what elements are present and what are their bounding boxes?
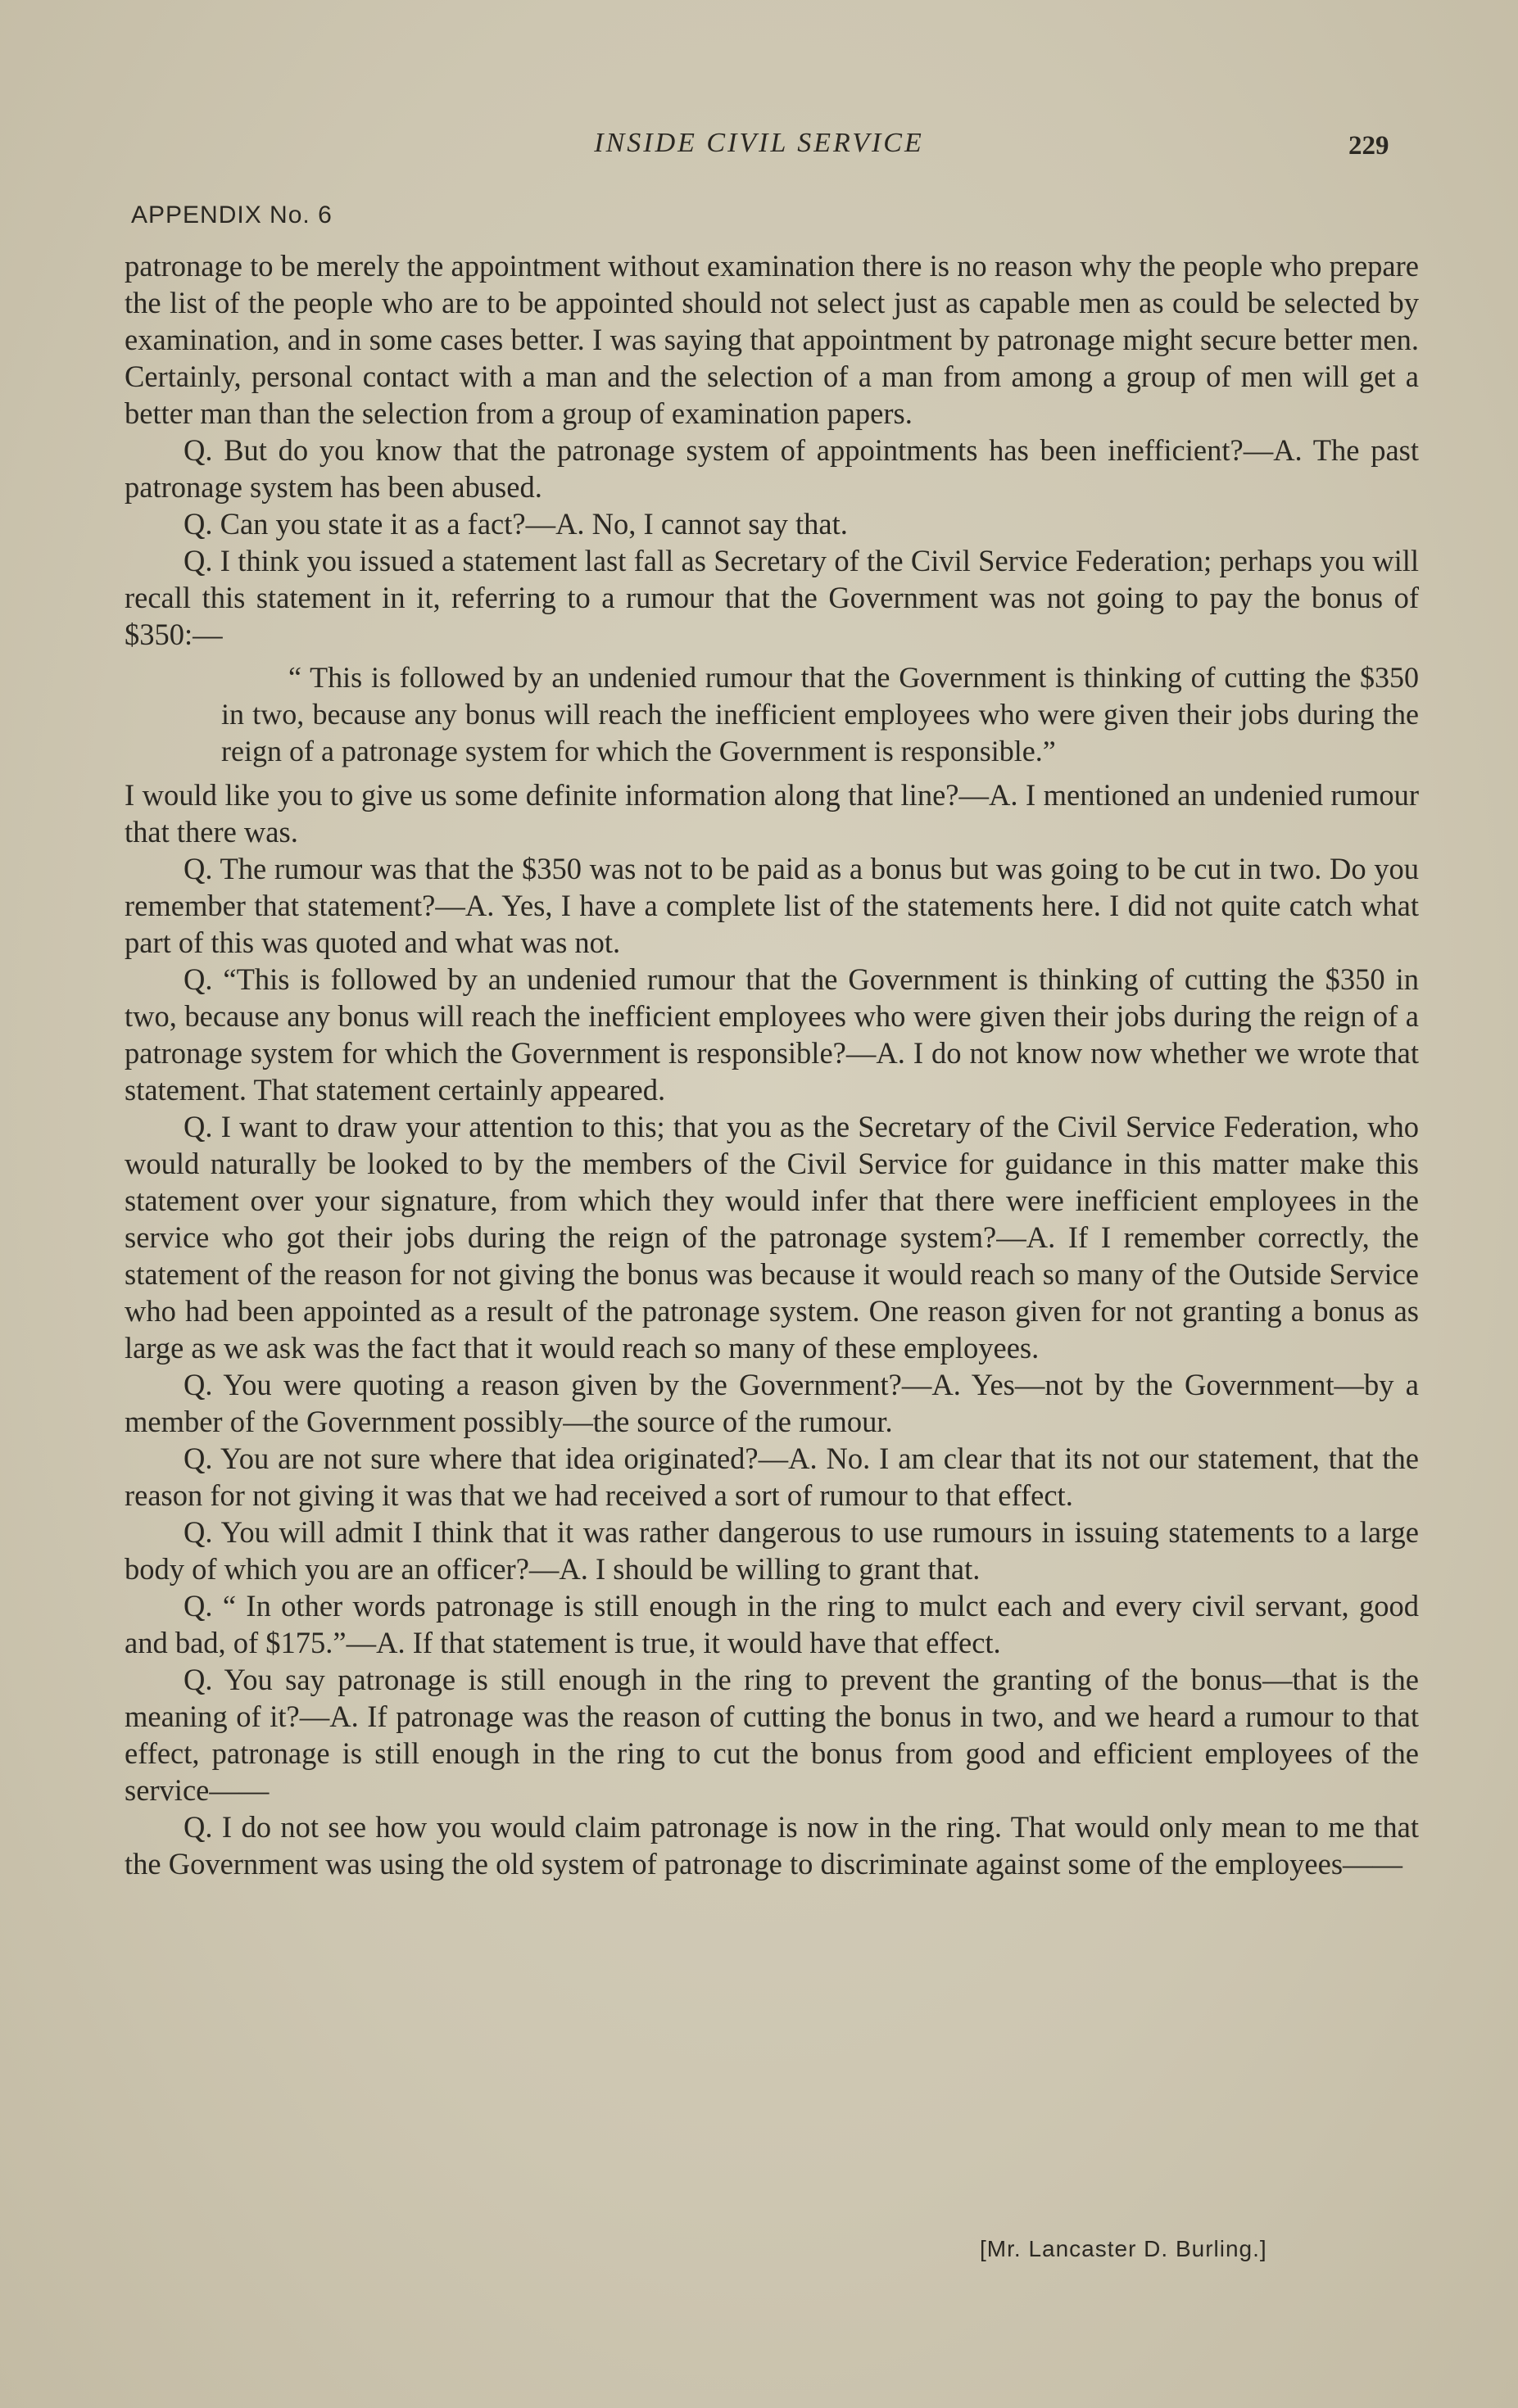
paragraph: Q. I want to draw your attention to this; that you as the Secretary of the Civil Service Federation, who would naturally be looked to by the members of the Civil Service for guidance in this matter make this statement over your signature, from which they would infer that there were inefficient employees in the service who got their jobs during the reign of the patronage system?—A. If I remember correctly, the statement of the reason for not giving the bonus was because it would reach so many of the Outside Service who had been appointed as a result of the patronage system. One reason given for not granting a bonus as large as we ask was the fact that it would reach so many of these employees.: [125, 1110, 1419, 1365]
paragraph: Q. The rumour was that the $350 was not to be paid as a bonus but was going to be cut in two. Do you remember that statement?—A. Yes, I have a complete list of the statements here. I did not quite catch what part of this was quoted and what was not.: [125, 852, 1419, 959]
paragraph: Q. Can you state it as a fact?—A. No, I cannot say that.: [184, 507, 848, 541]
paragraph: Q. But do you know that the patronage system of appointments has been inefficient?—A. The past patronage system has been abused.: [125, 433, 1419, 504]
paragraph: Q. I do not see how you would claim patronage is now in the ring. That would only mean to me that the Government was using the old system of patronage to discriminate against some of the employees——: [125, 1810, 1419, 1881]
paragraph: Q. “ In other words patronage is still enough in the ring to mulct each and every civil servant, good and bad, of $175.”—A. If that statement is true, it would have that effect.: [125, 1589, 1419, 1659]
page-number: 229: [1348, 131, 1389, 161]
paragraph: Q. You were quoting a reason given by the Government?—A. Yes—not by the Government—by a member of the Government possibly—the source of the rumour.: [125, 1368, 1419, 1438]
paragraph: Q. You will admit I think that it was rather dangerous to use rumours in issuing statements to a large body of which you are an officer?—A. I should be willing to grant that.: [125, 1515, 1419, 1586]
speaker-signature: [Mr. Lancaster D. Burling.]: [980, 2236, 1267, 2261]
paragraph: Q. I think you issued a statement last fall as Secretary of the Civil Service Federation; perhaps you will recall this statement in it, referring to a rumour that the Government was not going to pay the bonus of $350:—: [125, 544, 1419, 651]
paragraph: Q. You say patronage is still enough in the ring to prevent the granting of the bonus—that is the meaning of it?—A. If patronage was the reason of cutting the bonus in two, and we heard a rumour to that effect, patronage is still enough in the ring to cut the bonus from good and efficient employees of the service——: [125, 1663, 1419, 1807]
body-text: [125, 247, 1419, 1882]
appendix-label: APPENDIX No. 6: [131, 201, 333, 229]
running-head: INSIDE CIVIL SERVICE: [594, 128, 924, 158]
paragraph: Q. You are not sure where that idea originated?—A. No. I am clear that its not our statement, that the reason for not giving it was that we had received a sort of rumour to that effect.: [125, 1442, 1419, 1512]
block-quote: “ This is followed by an undenied rumour that the Government is thinking of cutting the $350 in two, because any bonus will reach the inefficient employees who were given their jobs during the reign of a patronage system for which the Government is responsible.”: [221, 661, 1419, 767]
paragraph: patronage to be merely the appointment without examination there is no reason why the people who prepare the list of the people who are to be appointed should not select just as capable men as could be selected by examination, and in some cases better. I was saying that appointment by patronage might secure better men. Certainly, personal contact with a man and the selection of a man from among a group of men will get a better man than the selection from a group of examination papers.: [125, 249, 1419, 430]
paragraph: Q. “This is followed by an undenied rumour that the Government is thinking of cutting the $350 in two, because any bonus will reach the inefficient employees who were given their jobs during the reign of a patronage system for which the Government is responsible?—A. I do not know now whether we wrote that statement. That statement certainly appeared.: [125, 962, 1419, 1107]
paragraph: I would like you to give us some definite information along that line?—A. I mentioned an undenied rumour that there was.: [125, 778, 1419, 849]
